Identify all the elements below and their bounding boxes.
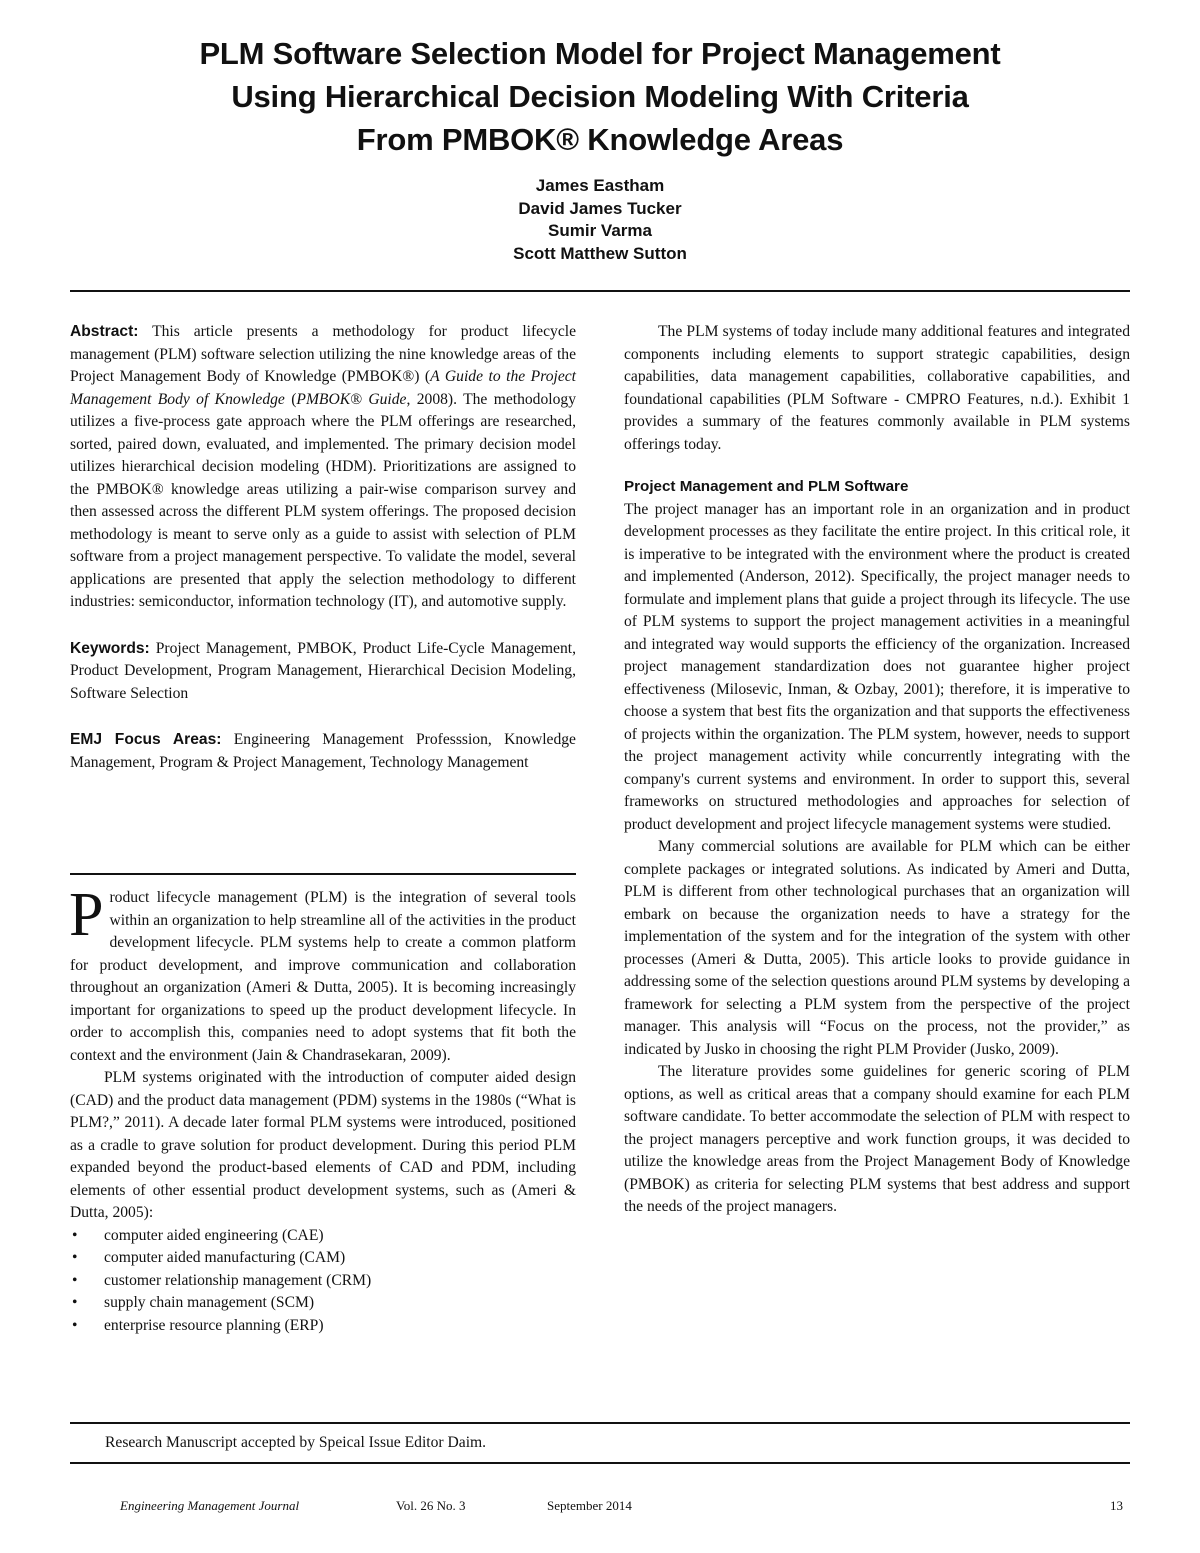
footer-volume: Vol. 26 No. 3 bbox=[396, 1498, 466, 1513]
intro-paragraph: PLM systems originated with the introduction of computer aided design (CAD) and the product data management (PDM) systems in the 1980s (“What is PLM?,” 2011). A decade later formal PLM systems were introduced, positioned as a cradle to grave solution for product development. During this period PLM expanded beyond the product-based elements of CAD and PDM, including elements of other essential product development systems, such as (Ameri & Dutta, 2005): bbox=[70, 1069, 576, 1221]
keywords-label: Keywords: bbox=[70, 639, 150, 657]
title-line: PLM Software Selection Model for Project Management bbox=[199, 36, 1001, 71]
intro-paragraph bbox=[69, 881, 576, 1067]
drop-cap: P bbox=[69, 881, 104, 949]
list-item: • enterprise resource planning (ERP) bbox=[70, 1315, 576, 1338]
page-number: 13 bbox=[1110, 1498, 1123, 1513]
body-paragraph: The PLM systems of today include many additional features and integrated components including elements to support strategic capabilities, design capabilities, data management capabilities, collaborative capabilities, and foundational capabilities (PLM Software - CMPRO Features, n.d.). Exhibit 1 provides a summary of the features commonly available in PLM systems offerings today. bbox=[624, 323, 1130, 453]
footer-date: September 2014 bbox=[547, 1498, 632, 1513]
body-paragraph: Many commercial solutions are available for PLM which can be either complete packages or integrated solutions. As indicated by Ameri and Dutta, PLM is different from other technological purchases that an organization will embark on because the organization needs to have a strategy for the implementation of the system and for the integration of the system with other processes (Ameri & Dutta, 2005). This article looks to provide guidance in addressing some of the selection questions around PLM systems by developing a framework for selecting a PLM system from the perspective of the project manager. This analysis will “Focus on the process, not the provider,” as indicated by Jusko in choosing the right PLM Provider (Jusko, 2009). bbox=[624, 838, 1130, 1058]
abstract-label: Abstract: bbox=[70, 323, 139, 340]
list-item: • supply chain management (SCM) bbox=[70, 1292, 576, 1315]
author-name: David James Tucker bbox=[518, 198, 682, 218]
title-line: Using Hierarchical Decision Modeling With Criteria bbox=[231, 79, 969, 114]
body-paragraph: The project manager has an important role in an organization and in product development processes as they facilitate the entire project. In this critical role, it is imperative to be integrated with the environment where the product is created and implemented (Anderson, 2012). Specifically, the project manager needs to formulate and implement plans that guide a project through its lifecycle. The use of PLM systems to support the project management activities in a meaningful and integrated way would supports the efficiency of the organization. Increased project management standardization does not guarantee higher project effectiveness (Milosevic, Inman, & Ozbay, 2001); therefore, it is imperative to choose a system that best fits the organization and that supports the effectiveness of projects within the organization. The PLM system, however, needs to support the project management activity while concurrently integrating with the company's current systems and environment. In order to support this, several frameworks on structured methodologies and approaches for selection of product development and project lifecycle management systems were studied. bbox=[624, 500, 1130, 833]
footer-divider bbox=[70, 1462, 1130, 1464]
abstract-text: ( bbox=[284, 390, 297, 408]
right-column-body bbox=[624, 321, 1130, 1219]
paper-title bbox=[80, 32, 1120, 161]
abstract-text: , 2008). The methodology utilizes a five-process gate approach where the PLM offerings are researched, sorted, paired down, evaluated, and implemented. The primary decision model utilizes hierarchical decision modeling (HDM). Prioritizations are assigned to the PMBOK® knowledge areas utilizing a pair-wise comparison survey and then assessed across the different PLM system offerings. The proposed decision methodology is meant to serve only as a guide to assist with selection of PLM software from a project management perspective. To validate the model, several applications are presented that apply the selection methodology to different industries: semiconductor, information technology (IT), and automotive supply. bbox=[70, 390, 576, 610]
footnote-divider bbox=[70, 1422, 1130, 1424]
section-heading: Project Management and PLM Software bbox=[624, 478, 909, 495]
abstract-text: This article presents a methodology for product lifecycle management (PLM) software selection utilizing the nine knowledge areas of the Project Management Body of Knowledge (PMBOK®) ( bbox=[70, 323, 576, 385]
abstract bbox=[70, 321, 576, 614]
list-item: • computer aided manufacturing (CAM) bbox=[70, 1247, 576, 1270]
keywords-text: Project Management, PMBOK, Product Life-Cycle Management, Product Development, Program Management, Hierarchical Decision Modeling, Software Selection bbox=[70, 639, 576, 702]
focus-areas-text: Engineering Management Professsion, Knowledge Management, Program & Project Management, Technology Management bbox=[70, 731, 576, 771]
footer-journal-name: Engineering Management Journal bbox=[120, 1498, 300, 1513]
focus-areas-label: EMJ Focus Areas: bbox=[70, 731, 222, 748]
footnote: Research Manuscript accepted by Speical Issue Editor Daim. bbox=[105, 1434, 487, 1451]
body-paragraph: The literature provides some guidelines for generic scoring of PLM options, as well as critical areas that a company should examine for each PLM software candidate. To better accommodate the selection of PLM with respect to the project managers perceptive and work function groups, it was decided to utilize the knowledge areas from the Project Management Body of Knowledge (PMBOK) as criteria for selecting PLM systems that best address and support the needs of the project managers. bbox=[624, 1063, 1130, 1215]
left-column-front-matter bbox=[70, 321, 576, 774]
header-divider bbox=[70, 290, 1130, 292]
focus-areas bbox=[70, 729, 576, 774]
abstract-divider bbox=[70, 873, 576, 875]
left-column-body bbox=[69, 881, 576, 1337]
abstract-italic: PMBOK® Guide bbox=[296, 390, 407, 408]
list-item: • customer relationship management (CRM) bbox=[70, 1270, 576, 1293]
abstract-italic: A Guide to the Project Management Body of Knowledge bbox=[70, 368, 576, 408]
list-item: • computer aided engineering (CAE) bbox=[70, 1225, 576, 1248]
keywords bbox=[70, 638, 576, 706]
author-list bbox=[300, 175, 900, 265]
intro-text: roduct lifecycle management (PLM) is the integration of several tools within an organization to help streamline all of the activities in the product development lifecycle. PLM systems help to create a common platform for product development, and improve communication and collaboration throughout an organization (Ameri & Dutta, 2005). It is becoming increasingly important for organizations to speed up the product development lifecycle. In order to accomplish this, companies need to adopt systems that fit both the context and the environment (Jain & Chandrasekaran, 2009). bbox=[70, 889, 576, 1064]
author-name: James Eastham bbox=[535, 176, 665, 195]
title-line: From PMBOK® Knowledge Areas bbox=[356, 122, 844, 157]
bullet-list bbox=[70, 1225, 576, 1338]
author-name: Sumir Varma bbox=[548, 221, 652, 240]
author-name: Scott Matthew Sutton bbox=[513, 243, 687, 263]
